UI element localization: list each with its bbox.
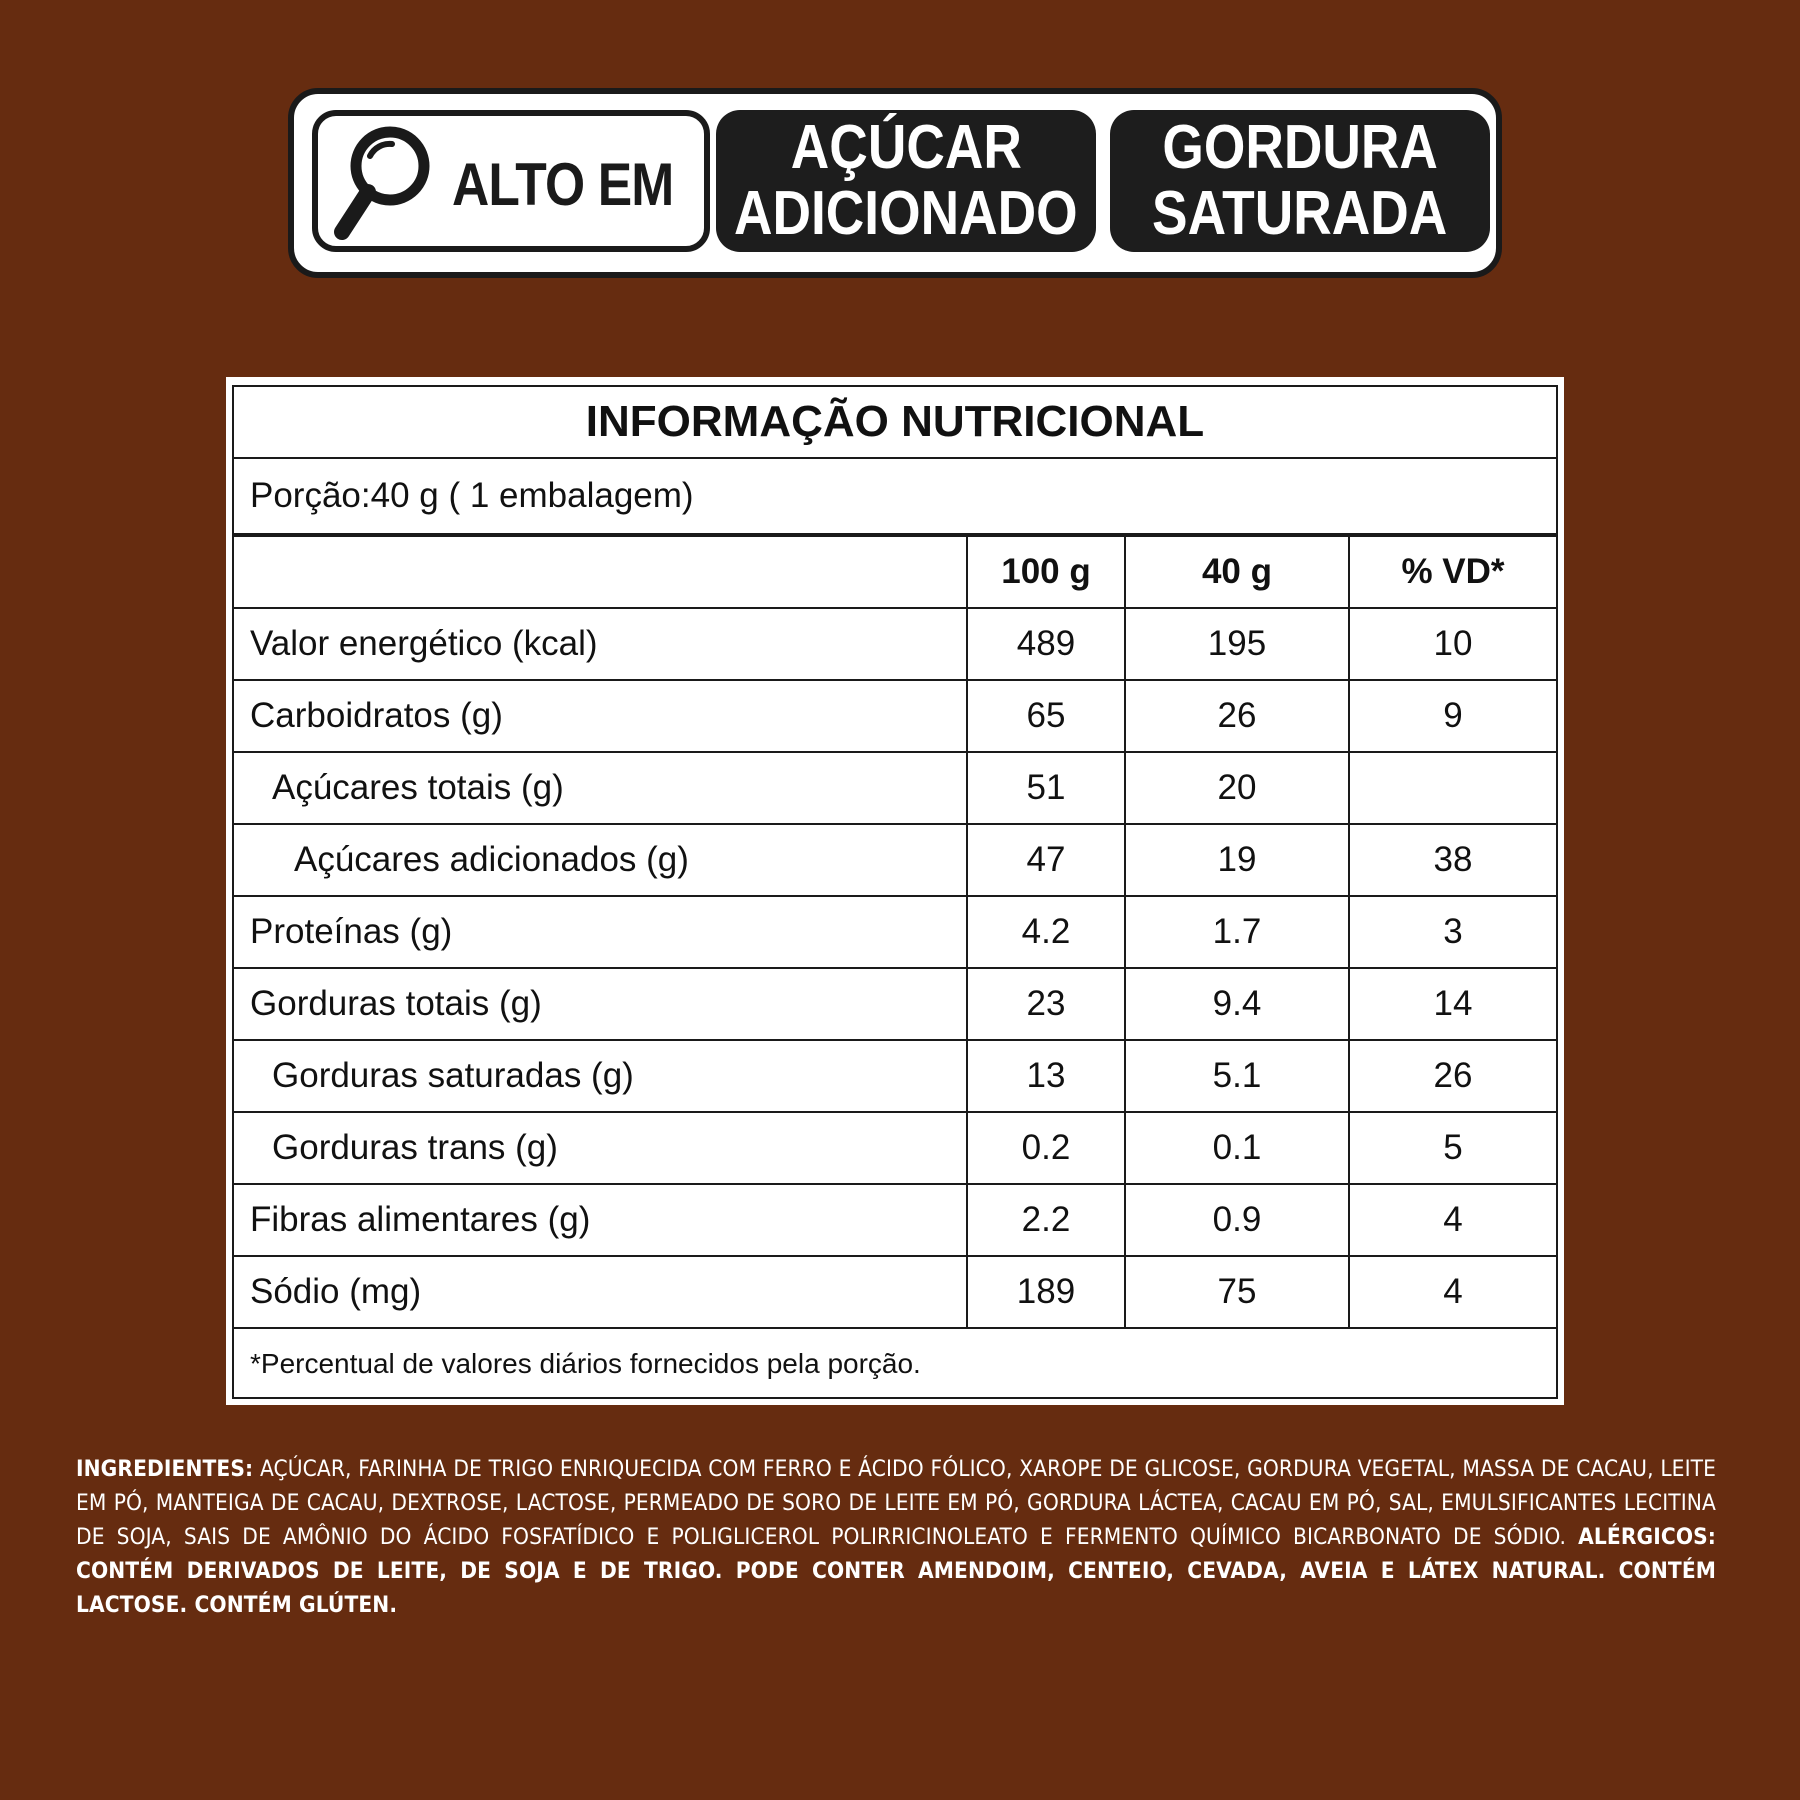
value-per-100g: 51 [967, 752, 1125, 824]
nutrient-name: Proteínas (g) [234, 896, 967, 968]
nutrient-name: Fibras alimentares (g) [234, 1184, 967, 1256]
warning-saturated-fat-line1: GORDURA [1162, 113, 1438, 182]
value-daily: 26 [1349, 1040, 1556, 1112]
value-per-40g: 0.1 [1125, 1112, 1349, 1184]
value-per-40g: 75 [1125, 1256, 1349, 1328]
table-row [234, 824, 1556, 896]
nutrient-name: Açúcares adicionados (g) [234, 824, 967, 896]
front-warning-label [288, 88, 1502, 278]
value-daily: 4 [1349, 1184, 1556, 1256]
value-per-100g: 189 [967, 1256, 1125, 1328]
value-per-100g: 65 [967, 680, 1125, 752]
ingredients-list: AÇÚCAR, FARINHA DE TRIGO ENRIQUECIDA COM FERRO E ÁCIDO FÓLICO, XAROPE DE GLICOSE, GORDURA VEGETAL, MASSA DE CACAU, LEITE EM PÓ, MANTEIGA DE CACAU, DEXTROSE, LACTOSE, PERMEADO DE SORO DE LEITE EM PÓ, GORDURA LÁCTEA, CACAU EM PÓ, SAL, EMULSIFICANTES LECITINA DE SOJA, SAIS DE AMÔNIO DO ÁCIDO FOSFATÍDICO E POLIGLICEROL POLIRRICINOLEATO E FERMENTO QUÍMICO BICARBONATO DE SÓDIO. [76, 1456, 1716, 1550]
header-daily-value: % VD* [1349, 537, 1556, 608]
ingredients-text [76, 1452, 1716, 1622]
portion-size: Porção:40 g ( 1 embalagem) [234, 459, 1556, 537]
value-daily: 3 [1349, 896, 1556, 968]
table-row [234, 968, 1556, 1040]
header-per-100g: 100 g [967, 537, 1125, 608]
table-row [234, 752, 1556, 824]
value-per-100g: 4.2 [967, 896, 1125, 968]
magnifier-icon [312, 110, 462, 260]
warning-label-text: ALTO EM [452, 151, 674, 218]
value-per-100g: 23 [967, 968, 1125, 1040]
warning-added-sugar [716, 110, 1096, 252]
table-row [234, 680, 1556, 752]
value-per-40g: 5.1 [1125, 1040, 1349, 1112]
warning-saturated-fat-line2: SATURADA [1152, 179, 1448, 248]
value-per-40g: 26 [1125, 680, 1349, 752]
allergens-statement: ALÉRGICOS: CONTÉM DERIVADOS DE LEITE, DE SOJA E DE TRIGO. PODE CONTER AMENDOIM, CENTEIO, CEVADA, AVEIA E LÁTEX NATURAL. CONTÉM LACTOSE. CONTÉM GLÚTEN. [76, 1524, 1716, 1618]
nutrition-title: INFORMAÇÃO NUTRICIONAL [234, 387, 1556, 459]
nutrient-name: Gorduras trans (g) [234, 1112, 967, 1184]
table-row [234, 1112, 1556, 1184]
nutrition-header-row [234, 537, 1556, 608]
ingredients-label: INGREDIENTES: [76, 1456, 254, 1482]
header-nutrient [234, 537, 967, 608]
nutrient-name: Sódio (mg) [234, 1256, 967, 1328]
value-daily: 5 [1349, 1112, 1556, 1184]
value-per-40g: 0.9 [1125, 1184, 1349, 1256]
table-row [234, 608, 1556, 680]
value-per-100g: 489 [967, 608, 1125, 680]
warning-label-box [312, 110, 710, 252]
value-daily: 9 [1349, 680, 1556, 752]
table-row [234, 896, 1556, 968]
value-per-40g: 9.4 [1125, 968, 1349, 1040]
nutrient-name: Carboidratos (g) [234, 680, 967, 752]
value-per-100g: 13 [967, 1040, 1125, 1112]
value-per-40g: 195 [1125, 608, 1349, 680]
nutrition-facts-panel [226, 377, 1564, 1405]
value-daily [1349, 752, 1556, 824]
value-per-100g: 47 [967, 824, 1125, 896]
daily-value-footnote: *Percentual de valores diários fornecidos pela porção. [250, 1348, 921, 1379]
value-per-40g: 19 [1125, 824, 1349, 896]
value-daily: 4 [1349, 1256, 1556, 1328]
header-per-40g: 40 g [1125, 537, 1349, 608]
nutrient-name: Açúcares totais (g) [234, 752, 967, 824]
nutrient-name: Gorduras saturadas (g) [234, 1040, 967, 1112]
value-daily: 14 [1349, 968, 1556, 1040]
value-per-100g: 2.2 [967, 1184, 1125, 1256]
table-row [234, 1040, 1556, 1112]
value-per-100g: 0.2 [967, 1112, 1125, 1184]
value-per-40g: 1.7 [1125, 896, 1349, 968]
nutrition-table [234, 537, 1556, 1329]
nutrition-facts-frame [232, 385, 1558, 1399]
table-row [234, 1256, 1556, 1328]
warning-saturated-fat [1110, 110, 1490, 252]
nutrient-name: Valor energético (kcal) [234, 608, 967, 680]
nutrient-name: Gorduras totais (g) [234, 968, 967, 1040]
value-daily: 38 [1349, 824, 1556, 896]
value-daily: 10 [1349, 608, 1556, 680]
value-per-40g: 20 [1125, 752, 1349, 824]
warning-added-sugar-line1: AÇÚCAR [790, 113, 1022, 182]
warning-added-sugar-line2: ADICIONADO [734, 179, 1078, 248]
table-row [234, 1184, 1556, 1256]
